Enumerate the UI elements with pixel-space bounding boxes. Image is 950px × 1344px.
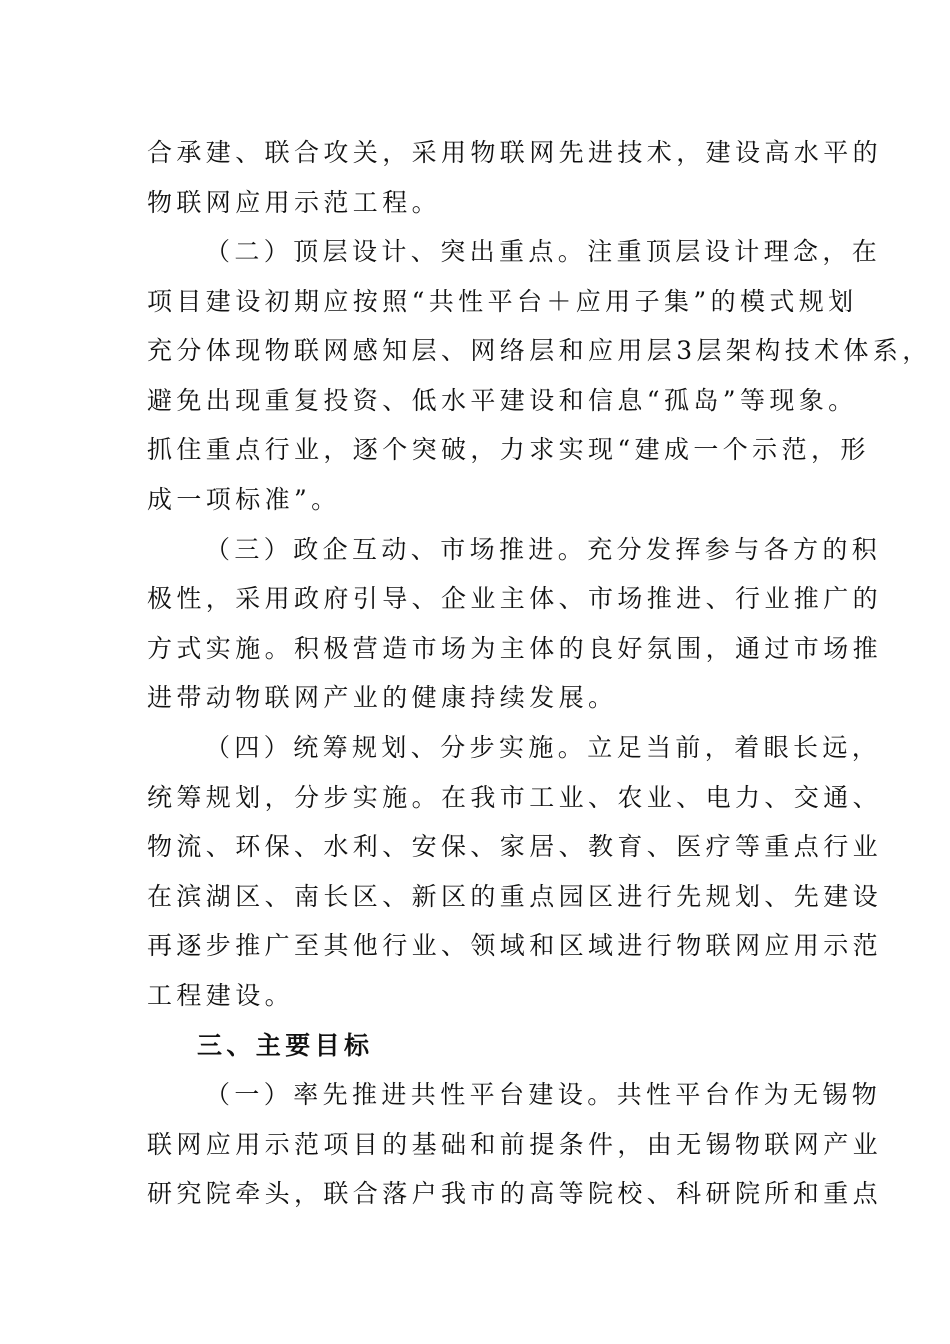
text-line: 成一项标准”。 — [147, 485, 341, 514]
text-line: 在滨湖区、南长区、新区的重点园区进行先规划、先建设 — [147, 882, 883, 911]
text-line: 联网应用示范项目的基础和前提条件，由无锡物联网产业 — [147, 1130, 883, 1159]
text-line: 物流、环保、水利、安保、家居、教育、医疗等重点行业 — [147, 832, 883, 861]
text-line: 统筹规划，分步实施。在我市工业、农业、电力、交通、 — [147, 783, 883, 812]
text-line: 抓住重点行业，逐个突破，力求实现“建成一个示范，形 — [147, 435, 870, 464]
text-line: 再逐步推广至其他行业、领域和区域进行物联网应用示范 — [147, 931, 883, 960]
paragraph-2-start: （二）顶层设计、突出重点。注重顶层设计理念，在 — [205, 237, 882, 266]
text-line: 合承建、联合攻关，采用物联网先进技术，建设高水平的 — [147, 138, 883, 167]
text-line: 极性，采用政府引导、企业主体、市场推进、行业推广的 — [147, 584, 883, 613]
section-heading: 三、主要目标 — [197, 1031, 374, 1060]
text-line: 物联网应用示范工程。 — [147, 188, 442, 217]
text-line: 方式实施。积极营造市场为主体的良好氛围，通过市场推 — [147, 634, 883, 663]
text-line: 充分体现物联网感知层、网络层和应用层3层架构技术体系， — [147, 336, 932, 365]
text-line: 项目建设初期应按照“共性平台＋应用子集”的模式规划 — [147, 287, 858, 316]
text-line: 研究院牵头，联合落户我市的高等院校、科研院所和重点 — [147, 1179, 883, 1208]
text-line: 进带动物联网产业的健康持续发展。 — [147, 683, 618, 712]
paragraph-4-start: （四）统筹规划、分步实施。立足当前，着眼长远， — [205, 733, 882, 762]
paragraph-5-start: （一）率先推进共性平台建设。共性平台作为无锡物 — [205, 1080, 882, 1109]
text-line: 工程建设。 — [147, 981, 295, 1010]
paragraph-3-start: （三）政企互动、市场推进。充分发挥参与各方的积 — [205, 535, 882, 564]
text-line: 避免出现重复投资、低水平建设和信息“孤岛”等现象。 — [147, 386, 858, 415]
